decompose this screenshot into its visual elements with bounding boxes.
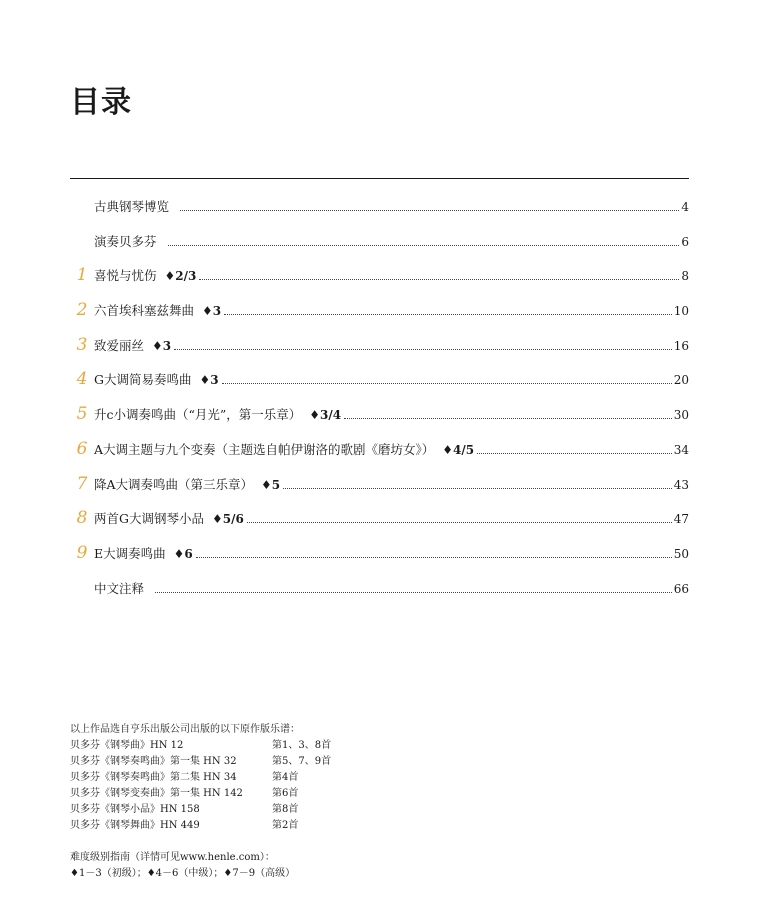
toc-number: 6 — [76, 438, 88, 459]
toc-page: 8 — [681, 269, 689, 284]
toc-leader — [196, 557, 672, 558]
toc-entry-intro-2[interactable] — [70, 234, 689, 269]
toc-page: 34 — [673, 442, 689, 457]
toc-page: 43 — [673, 477, 689, 492]
toc-number: 5 — [76, 404, 88, 425]
toc-leader — [180, 210, 679, 211]
source-title: 贝多芬《钢琴奏鸣曲》第二集 HN 34 — [70, 772, 237, 783]
toc-page: 66 — [673, 581, 689, 596]
source-row — [70, 818, 331, 834]
source-row — [70, 786, 331, 802]
toc-leader — [199, 279, 679, 280]
toc-label: 演奏贝多芬 — [94, 233, 157, 249]
toc-level: ♦5/6 — [212, 512, 244, 527]
toc-leader — [174, 349, 672, 350]
source-heading: 以上作品选自亨乐出版公司出版的以下原作版乐谱： — [70, 724, 300, 735]
source-title: 贝多芬《钢琴变奏曲》第一集 HN 142 — [70, 788, 243, 799]
source-row — [70, 802, 331, 818]
source-row — [70, 738, 331, 754]
toc-page: 30 — [673, 408, 689, 423]
title-divider — [70, 178, 689, 179]
toc-number: 3 — [76, 334, 88, 355]
toc-leader — [155, 592, 672, 593]
guide-heading: 难度级别指南（详情可见www.henle.com）： — [70, 852, 275, 863]
toc-level: ♦5 — [261, 477, 281, 492]
toc-page: 10 — [673, 304, 689, 319]
toc-entry-9[interactable] — [70, 542, 689, 581]
toc-level: ♦3 — [199, 373, 219, 388]
toc-level: ♦2/3 — [164, 269, 197, 284]
toc-entry-3[interactable] — [70, 334, 689, 373]
source-pieces: 第2首 — [272, 820, 299, 831]
toc-leader — [168, 245, 680, 246]
toc-page: 6 — [681, 234, 689, 249]
toc-page: 16 — [673, 338, 689, 353]
toc-page: 20 — [673, 373, 689, 388]
table-of-contents — [70, 199, 689, 615]
toc-entry-4[interactable] — [70, 369, 689, 407]
source-title: 贝多芬《钢琴小品》HN 158 — [70, 804, 200, 815]
toc-entry-7[interactable] — [70, 473, 689, 512]
source-pieces: 第6首 — [272, 788, 299, 799]
toc-entry-6[interactable] — [70, 438, 689, 477]
toc-level: ♦4/5 — [442, 442, 475, 457]
toc-label: 六首埃科塞兹舞曲 — [94, 303, 195, 319]
source-row — [70, 770, 331, 786]
toc-label: E大调奏鸣曲 — [94, 545, 166, 561]
toc-leader — [477, 453, 672, 454]
toc-label: 两首G大调钢琴小品 — [94, 511, 204, 527]
toc-leader — [344, 418, 672, 419]
source-pieces: 第5、7、9首 — [272, 756, 332, 767]
toc-leader — [283, 488, 672, 489]
source-title: 贝多芬《钢琴奏鸣曲》第一集 HN 32 — [70, 756, 237, 767]
toc-level: ♦6 — [173, 546, 193, 561]
toc-entry-2[interactable] — [70, 300, 689, 338]
toc-label: G大调简易奏鸣曲 — [94, 372, 192, 388]
toc-entry-1[interactable] — [70, 265, 689, 303]
toc-number: 9 — [76, 542, 88, 563]
page-title: 目录 — [70, 85, 132, 120]
toc-number: 1 — [76, 265, 88, 286]
toc-page: 4 — [681, 200, 689, 214]
toc-entry-8[interactable] — [70, 508, 689, 546]
toc-number: 8 — [76, 508, 88, 529]
source-pieces: 第8首 — [272, 804, 299, 815]
guide-levels: ♦1－3（初级）；♦4－6（中级）；♦7－9（高级） — [70, 868, 296, 879]
toc-leader — [247, 522, 672, 523]
toc-label: A大调主题与九个变奏（主题选自帕伊谢洛的歌剧《磨坊女》） — [94, 441, 435, 457]
toc-page: 50 — [673, 546, 689, 561]
toc-level: ♦3 — [152, 338, 172, 353]
toc-number: 7 — [76, 473, 88, 494]
source-pieces: 第1、3、8首 — [272, 740, 332, 751]
source-title: 贝多芬《钢琴舞曲》HN 449 — [70, 820, 200, 831]
toc-label: 降A大调奏鸣曲（第三乐章） — [94, 476, 254, 492]
source-title: 贝多芬《钢琴曲》HN 12 — [70, 740, 184, 751]
toc-label: 升c小调奏鸣曲（“月光”，第一乐章） — [94, 407, 302, 423]
toc-number: 4 — [76, 369, 88, 390]
toc-leader — [222, 383, 672, 384]
toc-label: 喜悦与忧伤 — [94, 268, 157, 284]
source-editions — [70, 722, 331, 834]
toc-level: ♦3 — [202, 304, 222, 319]
toc-level: ♦3/4 — [309, 408, 342, 423]
toc-entry-intro-1[interactable] — [70, 199, 689, 234]
toc-entry-notes[interactable] — [70, 581, 689, 616]
source-pieces: 第4首 — [272, 772, 299, 783]
difficulty-guide — [70, 850, 295, 882]
toc-page: 47 — [673, 512, 689, 527]
toc-leader — [224, 314, 672, 315]
toc-label: 古典钢琴博览 — [94, 199, 170, 214]
toc-entry-5[interactable] — [70, 404, 689, 442]
source-row — [70, 754, 331, 770]
toc-label: 中文注释 — [94, 580, 145, 596]
toc-number: 2 — [76, 300, 88, 321]
toc-label: 致爱丽丝 — [94, 337, 145, 353]
